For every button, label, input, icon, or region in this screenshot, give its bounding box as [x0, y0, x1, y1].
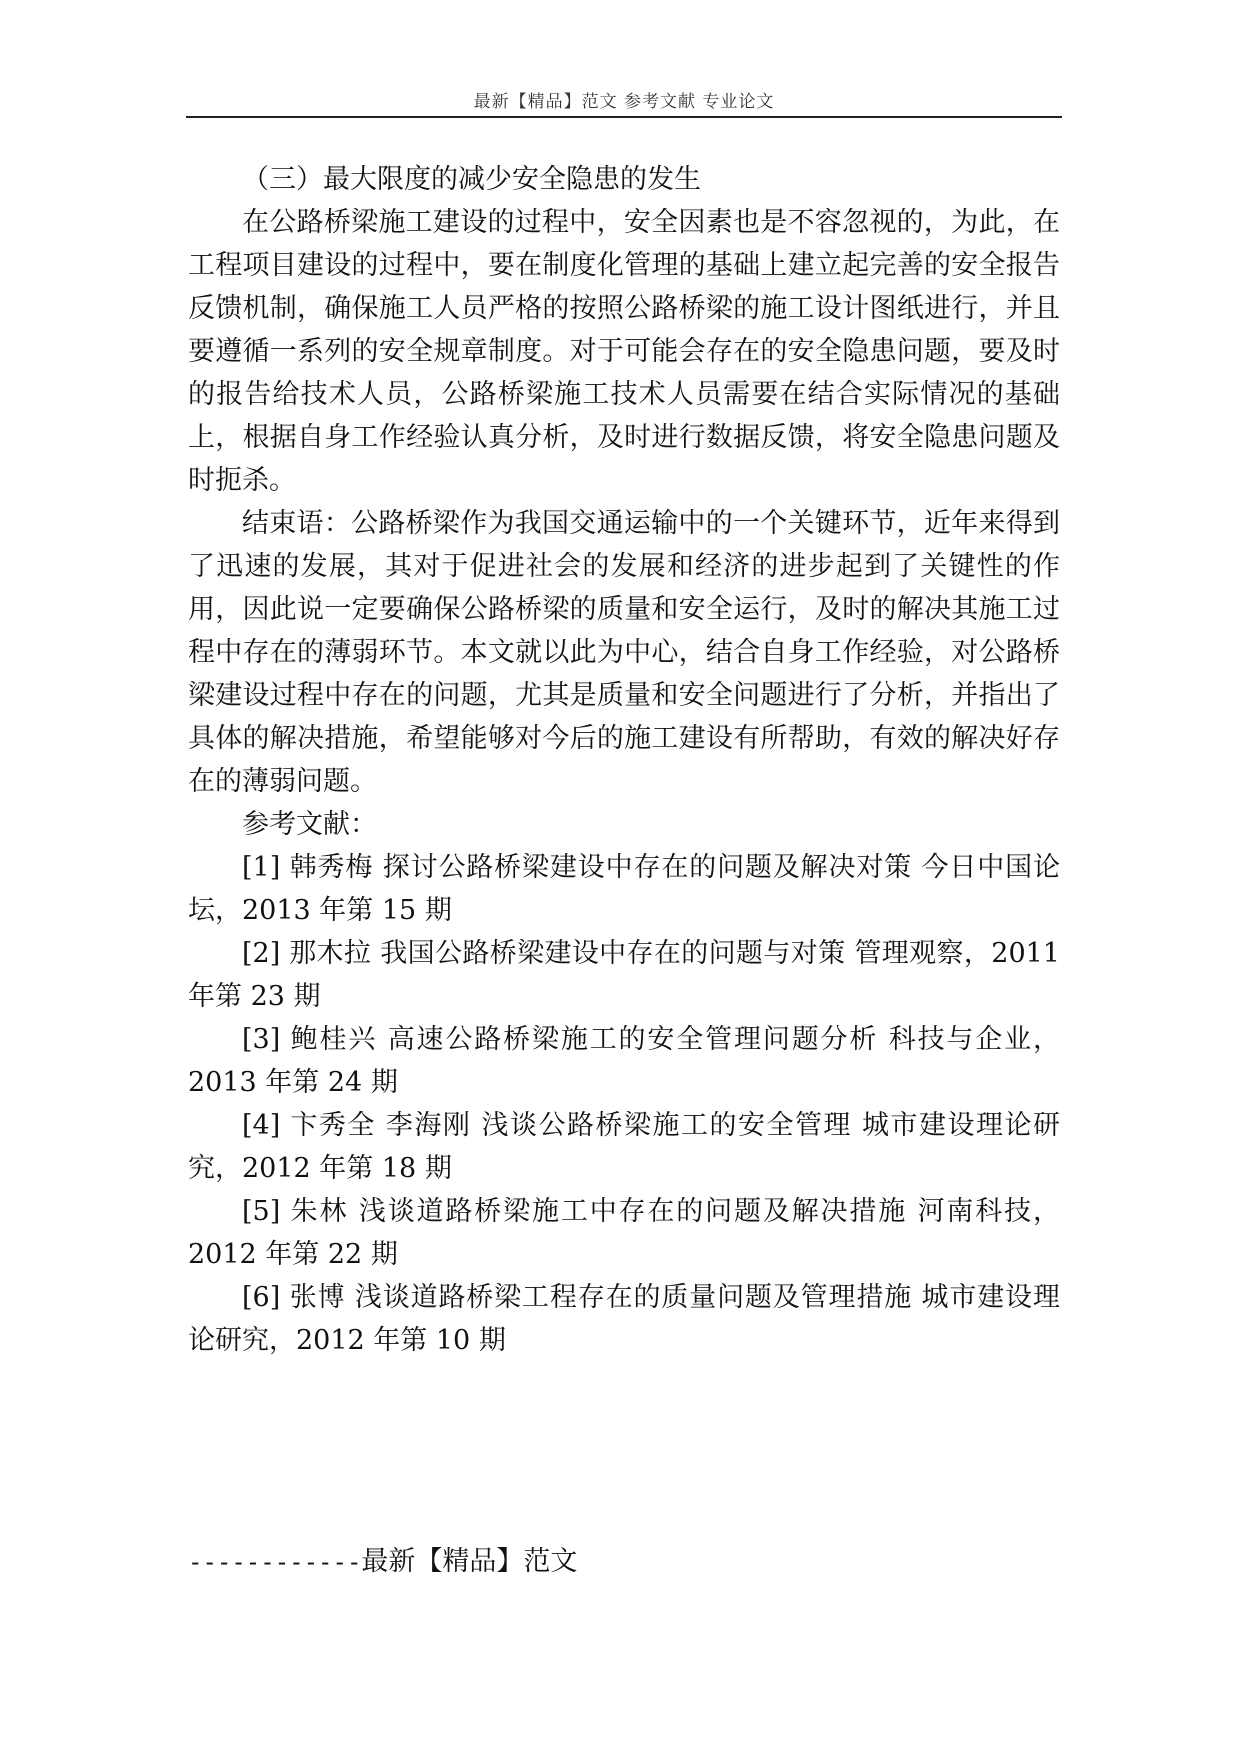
footer-text: 最新【精品】范文: [361, 1546, 578, 1577]
section-heading: （三）最大限度的减少安全隐患的发生: [242, 164, 701, 195]
section-paragraph: 在公路桥梁施工建设的过程中，安全因素也是不容忽视的，为此，在工程项目建设的过程中，要在制度化管理的基础上建立起完善的安全报告反馈机制，确保施工人员严格的按照公路桥梁的施工设计图纸进行，并且要遵循一系列的安全规章制度。对于可能会存在的安全隐患问题，要及时的报告给技术人员，公路桥梁施工技术人员需要在结合实际情况的基础上，根据自身工作经验认真分析，及时进行数据反馈，将安全隐患问题及时扼杀。: [188, 207, 1060, 496]
reference-item-2: [2] 那木拉 我国公路桥梁建设中存在的问题与对策 管理观察，2011 年第 23 期: [188, 938, 1060, 1012]
page-header: [186, 88, 1062, 118]
header-text: 最新【精品】范文 参考文献 专业论文: [473, 92, 775, 112]
conclusion-paragraph: 结束语：公路桥梁作为我国交通运输中的一个关键环节，近年来得到了迅速的发展，其对于促进社会的发展和经济的进步起到了关键性的作用，因此说一定要确保公路桥梁的质量和安全运行，及时的解决其施工过程中存在的薄弱环节。本文就以此为中心，结合自身工作经验，对公路桥梁建设过程中存在的问题，尤其是质量和安全问题进行了分析，并指出了具体的解决措施，希望能够对今后的施工建设有所帮助，有效的解决好存在的薄弱问题。: [188, 508, 1060, 797]
footer-dashes: ------------: [188, 1548, 362, 1576]
document-body: [188, 158, 1060, 1362]
reference-item-4: [4] 卞秀全 李海刚 浅谈公路桥梁施工的安全管理 城市建设理论研究，2012 年第 18 期: [188, 1110, 1060, 1184]
reference-item-1: [1] 韩秀梅 探讨公路桥梁建设中存在的问题及解决对策 今日中国论坛，2013 年第 15 期: [188, 852, 1060, 926]
page-footer: [188, 1540, 577, 1584]
reference-item-5: [5] 朱林 浅谈道路桥梁施工中存在的问题及解决措施 河南科技，2012 年第 22 期: [188, 1196, 1060, 1270]
reference-item-3: [3] 鲍桂兴 高速公路桥梁施工的安全管理问题分析 科技与企业，2013 年第 24 期: [188, 1024, 1060, 1098]
references-heading: 参考文献：: [242, 809, 377, 840]
reference-item-6: [6] 张博 浅谈道路桥梁工程存在的质量问题及管理措施 城市建设理论研究，2012 年第 10 期: [188, 1282, 1060, 1356]
